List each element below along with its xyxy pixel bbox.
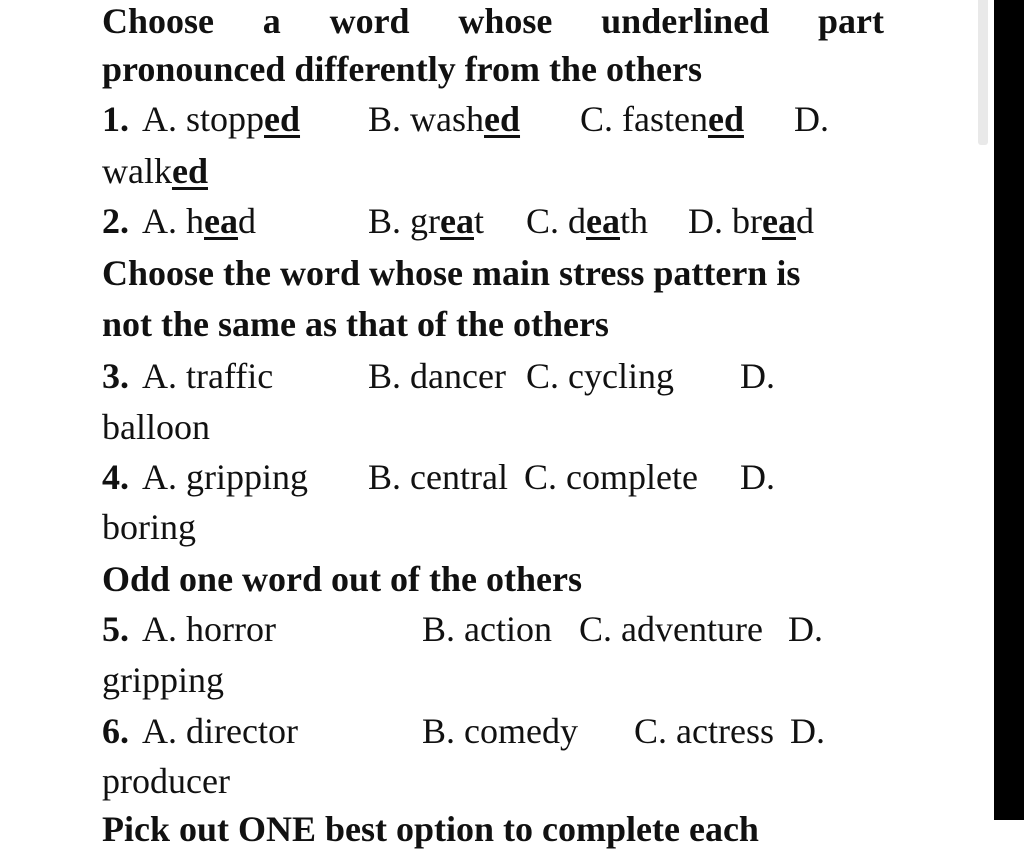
heading-word: underlined xyxy=(601,1,770,41)
question-number: 4. xyxy=(102,457,129,497)
underlined-part: ea xyxy=(204,201,238,241)
option-d-word: producer xyxy=(102,761,230,801)
option-d-letter: D. xyxy=(794,99,829,139)
question-number: 5. xyxy=(102,609,129,649)
option-d-word: gripping xyxy=(102,660,224,700)
scrollbar-thumb[interactable] xyxy=(978,0,988,145)
option-a: A. gripping xyxy=(142,457,308,497)
option-d-letter: D. xyxy=(788,609,823,649)
underlined-part: ed xyxy=(707,99,744,139)
question-number: 6. xyxy=(102,711,129,751)
option-d-word: walked xyxy=(102,151,208,191)
section-heading-cutoff: Pick out ONE best option to complete each xyxy=(102,809,759,849)
section-heading-odd-one-out: Odd one word out of the others xyxy=(102,559,583,599)
heading-word: part xyxy=(817,1,884,41)
option-c: C. death xyxy=(526,201,649,241)
option-d-word: boring xyxy=(102,507,196,547)
question-number: 2. xyxy=(102,201,129,241)
underlined-part: ed xyxy=(484,99,521,139)
heading-word: word xyxy=(329,1,410,41)
screen-edge xyxy=(994,0,1024,820)
option-b: B. dancer xyxy=(368,356,506,396)
option-c: C. actress xyxy=(634,711,774,751)
underlined-part: ed xyxy=(264,99,301,139)
option-d-letter: D. xyxy=(790,711,825,751)
option-d-letter: D. xyxy=(740,356,775,396)
option-a: A. traffic xyxy=(142,356,274,396)
option-b: B. washed xyxy=(368,99,521,139)
option-b: B. central xyxy=(368,457,508,497)
question-number: 3. xyxy=(102,356,129,396)
heading-word: whose xyxy=(458,1,553,41)
underlined-part: ea xyxy=(586,201,620,241)
option-c: C. cycling xyxy=(526,356,674,396)
section-heading-stress: Choose the word whose main stress pattern is xyxy=(102,253,801,293)
heading-word: a xyxy=(262,1,281,41)
section-heading-pronunciation xyxy=(102,0,884,42)
section-heading-stress-line2: not the same as that of the others xyxy=(102,304,609,344)
underlined-part: ed xyxy=(171,151,208,191)
option-c: C. adventure xyxy=(579,609,763,649)
underlined-part: ea xyxy=(762,201,796,241)
section-heading-pronunciation-line2: pronounced differently from the others xyxy=(102,49,702,89)
option-d-letter: D. xyxy=(740,457,775,497)
heading-word: Choose xyxy=(102,1,215,41)
option-b: B. great xyxy=(368,201,485,241)
option-a: A. stopped xyxy=(142,99,301,139)
option-c: C. fastened xyxy=(580,99,744,139)
option-d: D. bread xyxy=(688,201,814,241)
question-number: 1. xyxy=(102,99,129,139)
option-a: A. head xyxy=(142,201,256,241)
option-a: A. director xyxy=(142,711,298,751)
option-c: C. complete xyxy=(524,457,698,497)
underlined-part: ea xyxy=(440,201,474,241)
option-b: B. action xyxy=(422,609,552,649)
option-a: A. horror xyxy=(142,609,276,649)
option-d-word: balloon xyxy=(102,407,210,447)
option-b: B. comedy xyxy=(422,711,578,751)
